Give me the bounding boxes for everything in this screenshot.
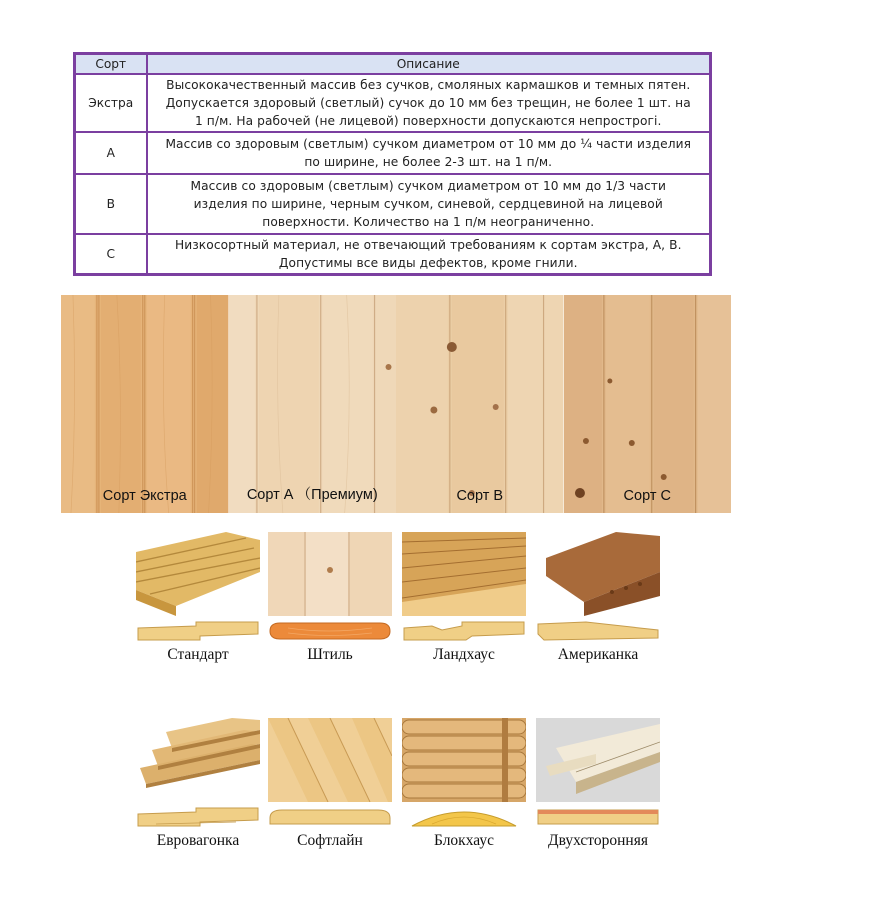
profile-label: Штиль xyxy=(307,646,353,663)
grade-cell: Экстра xyxy=(75,74,147,132)
profile-standard xyxy=(136,532,264,674)
description-cell xyxy=(147,174,711,234)
table-row xyxy=(75,74,711,132)
profile-double-sided xyxy=(536,718,664,860)
description-line: изделия по ширине, черным сучком, синевой, сердцевиной на лицевой xyxy=(193,197,663,211)
header-description: Описание xyxy=(147,54,711,75)
profile-label: Ландхаус xyxy=(433,646,495,663)
profile-label: Евровагонка xyxy=(156,832,240,849)
double-sided-profile-icon xyxy=(536,718,660,802)
table-row xyxy=(75,132,711,174)
grade-caption: Сорт B xyxy=(456,488,504,504)
description-line: Массив со здоровым (светлым) сучком диаметром от 10 мм до ¼ части изделия xyxy=(165,137,692,151)
grades-table xyxy=(73,52,712,276)
profile-evrovagonka xyxy=(136,718,264,860)
double-sided-section-icon xyxy=(536,806,660,828)
profile-blockhouse xyxy=(402,718,530,860)
softline-section-icon xyxy=(268,806,392,828)
description-line: 1 п/м. На рабочей (не лицевой) поверхности допускаются непрострогi. xyxy=(194,114,662,128)
grade-photo-extra xyxy=(61,295,229,513)
standard-profile-icon xyxy=(136,532,260,616)
table-row xyxy=(75,174,711,234)
grade-cell: C xyxy=(75,234,147,274)
amerikanka-section-icon xyxy=(536,620,660,642)
profile-label: Стандарт xyxy=(167,646,229,663)
header-grade: Сорт xyxy=(75,54,147,75)
description-line: Массив со здоровым (светлым) сучком диаметром от 10 мм до 1/3 части xyxy=(190,179,667,193)
profile-landhaus xyxy=(402,532,530,674)
description-cell xyxy=(147,74,711,132)
grade-caption: Сорт A （Премиум) xyxy=(246,487,378,503)
grade-photo-c xyxy=(564,295,732,513)
profile-shtil xyxy=(268,532,396,674)
shtil-section-icon xyxy=(268,620,392,642)
grade-photo-b xyxy=(396,295,564,513)
grade-cell: A xyxy=(75,132,147,174)
description-line: Допустимы все виды дефектов, кроме гнили. xyxy=(278,255,578,270)
profile-label: Блокхаус xyxy=(434,832,494,849)
description-line: Низкосортный материал, не отвечающий требованиям к сортам экстра, A, B. xyxy=(174,237,682,252)
wood-panel-image xyxy=(229,295,397,513)
grade-photo-a xyxy=(229,295,397,513)
landhaus-profile-icon xyxy=(402,532,526,616)
amerikanka-profile-icon xyxy=(536,532,660,616)
blockhouse-profile-icon xyxy=(402,718,526,802)
profile-label: Двухсторонняя xyxy=(548,832,648,849)
blockhouse-section-icon xyxy=(402,806,526,828)
description-line: Допускается здоровый (светлый) сучок до 10 мм без трещин, не более 1 шт. на xyxy=(165,96,691,110)
profile-softline xyxy=(268,718,396,860)
landhaus-section-icon xyxy=(402,620,526,642)
description-cell xyxy=(147,234,711,274)
profile-label: Софтлайн xyxy=(297,832,363,849)
grade-photo-strip xyxy=(61,295,731,513)
evrovagonka-profile-icon xyxy=(136,718,260,802)
evrovagonka-section-icon xyxy=(136,806,260,828)
wood-panel-image xyxy=(396,295,564,513)
grade-caption: Сорт Экстра xyxy=(102,488,187,504)
table-header-row xyxy=(75,54,711,75)
wood-panel-image xyxy=(564,295,732,513)
description-cell xyxy=(147,132,711,174)
description-line: поверхности. Количество на 1 п/м неограниченно. xyxy=(262,215,595,229)
table-row xyxy=(75,234,711,274)
profile-label: Американка xyxy=(557,646,639,663)
description-line: по ширине, не более 2-3 шт. на 1 п/м. xyxy=(304,155,553,169)
description-line: Высококачественный массив без сучков, смоляных кармашков и темных пятен. xyxy=(166,78,691,92)
shtil-profile-icon xyxy=(268,532,392,616)
standard-section-icon xyxy=(136,620,260,642)
softline-profile-icon xyxy=(268,718,392,802)
grade-cell: B xyxy=(75,174,147,234)
grade-caption: Сорт C xyxy=(623,488,671,504)
profile-amerikanka xyxy=(536,532,664,674)
wood-panel-image xyxy=(61,295,229,513)
